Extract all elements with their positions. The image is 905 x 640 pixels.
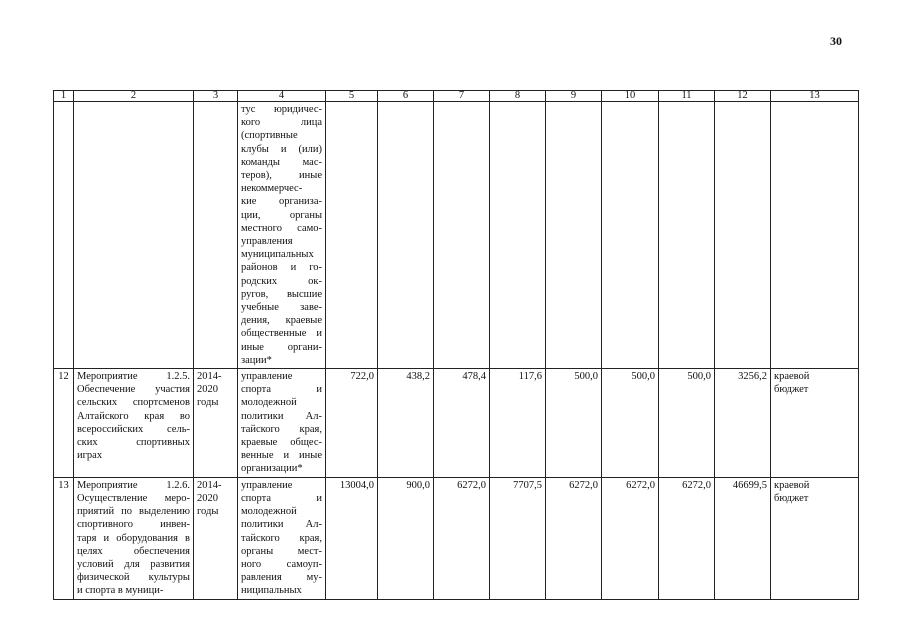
- header-cell: 6: [378, 91, 434, 102]
- text-line: таря и оборудования в: [77, 532, 190, 544]
- text-line: физической культуры: [77, 572, 190, 584]
- text-line: спортивного инвен-: [77, 519, 190, 531]
- header-cell: 7: [434, 91, 490, 102]
- header-cell: 12: [715, 91, 771, 102]
- header-cell: 3: [194, 91, 238, 102]
- value-cell: 500,0: [659, 369, 715, 478]
- value-cell: 500,0: [602, 369, 659, 478]
- text-line: бюджет: [774, 492, 809, 504]
- text-line: тус юридичес-: [241, 104, 322, 115]
- value-cell: 438,2: [378, 369, 434, 478]
- text-line: 2020: [197, 492, 218, 504]
- value-cell: 3256,2: [715, 369, 771, 478]
- text-line: краевой: [774, 479, 810, 491]
- text-line: управление: [241, 371, 293, 383]
- text-line: молодежной: [241, 506, 297, 518]
- executor-cell: [238, 102, 326, 369]
- text-line: ниципальных: [241, 585, 302, 597]
- header-cell: 10: [602, 91, 659, 102]
- text-line: Мероприятие 1.2.5.: [77, 371, 190, 383]
- value-cell: 6272,0: [434, 477, 490, 599]
- activity-cell: [74, 477, 194, 599]
- table-cell: [546, 102, 602, 369]
- text-line: молодежной: [241, 397, 297, 409]
- text-line: играх: [77, 450, 103, 462]
- text-line: управление: [241, 479, 293, 491]
- text-line: тайского края,: [241, 532, 322, 544]
- funding-source-cell: [771, 369, 859, 478]
- period-cell: [194, 477, 238, 599]
- value-cell: 500,0: [546, 369, 602, 478]
- table-cell: [434, 102, 490, 369]
- table-cell: [326, 102, 378, 369]
- value-cell: 6272,0: [659, 477, 715, 599]
- text-line: местного само-: [241, 222, 322, 234]
- value-cell: 6272,0: [602, 477, 659, 599]
- table-row: [54, 477, 859, 599]
- text-line: равления му-: [241, 572, 322, 584]
- program-table: [53, 90, 859, 600]
- value-cell: 478,4: [434, 369, 490, 478]
- header-cell: 8: [490, 91, 546, 102]
- text-line: кого лица: [241, 117, 322, 129]
- table-cell: [659, 102, 715, 369]
- text-line: (спортивные: [241, 130, 298, 142]
- text-line: сельских спортсменов: [77, 397, 190, 409]
- table-row: [54, 369, 859, 478]
- text-line: теров), иные: [241, 170, 322, 182]
- text-line: спорта и: [241, 384, 322, 396]
- text-line: Алтайского края во: [77, 410, 190, 422]
- header-cell: 11: [659, 91, 715, 102]
- text-line: учебные заве-: [241, 302, 322, 314]
- header-cell: 5: [326, 91, 378, 102]
- text-line: ских спортивных: [77, 437, 190, 449]
- text-line: родских ок-: [241, 275, 322, 287]
- text-line: районов и го-: [241, 262, 322, 274]
- table-cell: [194, 102, 238, 369]
- text-line: организации*: [241, 463, 303, 475]
- text-line: условий для развития: [77, 558, 190, 570]
- text-line: некоммерчес-: [241, 183, 303, 195]
- text-line: политики Ал-: [241, 410, 322, 422]
- text-line: 2014-: [197, 371, 222, 383]
- text-line: иные органи-: [241, 341, 322, 353]
- activity-cell: [74, 369, 194, 478]
- row-number: 13: [54, 477, 74, 599]
- value-cell: 7707,5: [490, 477, 546, 599]
- value-cell: 13004,0: [326, 477, 378, 599]
- text-line: управления: [241, 236, 293, 248]
- table-cell: [74, 102, 194, 369]
- table-cell: [378, 102, 434, 369]
- header-cell: 4: [238, 91, 326, 102]
- text-line: тайского края,: [241, 423, 322, 435]
- text-line: дения, краевые: [241, 315, 322, 327]
- text-line: команды мас-: [241, 156, 322, 168]
- executor-cell: [238, 477, 326, 599]
- value-cell: 900,0: [378, 477, 434, 599]
- header-cell: 1: [54, 91, 74, 102]
- table-row-continuation: [54, 102, 859, 369]
- value-cell: 117,6: [490, 369, 546, 478]
- text-line: Осуществление меро-: [77, 492, 190, 504]
- executor-cell: [238, 369, 326, 478]
- text-line: муниципальных: [241, 249, 314, 261]
- value-cell: 6272,0: [546, 477, 602, 599]
- text-line: ругов, высшие: [241, 288, 322, 300]
- text-line: всероссийских сель-: [77, 423, 190, 435]
- table-cell: [602, 102, 659, 369]
- text-line: годы: [197, 506, 219, 518]
- table-cell: [771, 102, 859, 369]
- text-line: спорта и: [241, 492, 322, 504]
- table-cell: [54, 102, 74, 369]
- table-cell: [490, 102, 546, 369]
- text-line: краевые общес-: [241, 437, 322, 449]
- text-line: годы: [197, 397, 219, 409]
- text-line: Мероприятие 1.2.6.: [77, 479, 190, 491]
- page-number: 30: [830, 34, 842, 48]
- text-line: целях обеспечения: [77, 545, 190, 557]
- text-line: 2020: [197, 384, 218, 396]
- text-line: краевой: [774, 371, 810, 383]
- text-line: зации*: [241, 354, 272, 366]
- value-cell: 46699,5: [715, 477, 771, 599]
- header-cell: 9: [546, 91, 602, 102]
- text-line: приятий по выделению: [77, 506, 190, 518]
- text-line: Обеспечение участия: [77, 384, 190, 396]
- text-line: 2014-: [197, 479, 222, 491]
- table-cell: [715, 102, 771, 369]
- text-line: венные и иные: [241, 450, 322, 462]
- text-line: кие организа-: [241, 196, 322, 208]
- text-line: ции, органы: [241, 209, 322, 221]
- header-row: [54, 91, 859, 102]
- text-line: общественные и: [241, 328, 322, 340]
- row-number: 12: [54, 369, 74, 478]
- period-cell: [194, 369, 238, 478]
- header-cell: 2: [74, 91, 194, 102]
- text-line: бюджет: [774, 384, 809, 396]
- funding-source-cell: [771, 477, 859, 599]
- text-line: и спорта в муници-: [77, 585, 164, 597]
- value-cell: 722,0: [326, 369, 378, 478]
- text-line: клубы и (или): [241, 143, 322, 155]
- header-cell: 13: [771, 91, 859, 102]
- text-line: ного самоуп-: [241, 558, 322, 570]
- text-line: политики Ал-: [241, 519, 322, 531]
- text-line: органы мест-: [241, 545, 322, 557]
